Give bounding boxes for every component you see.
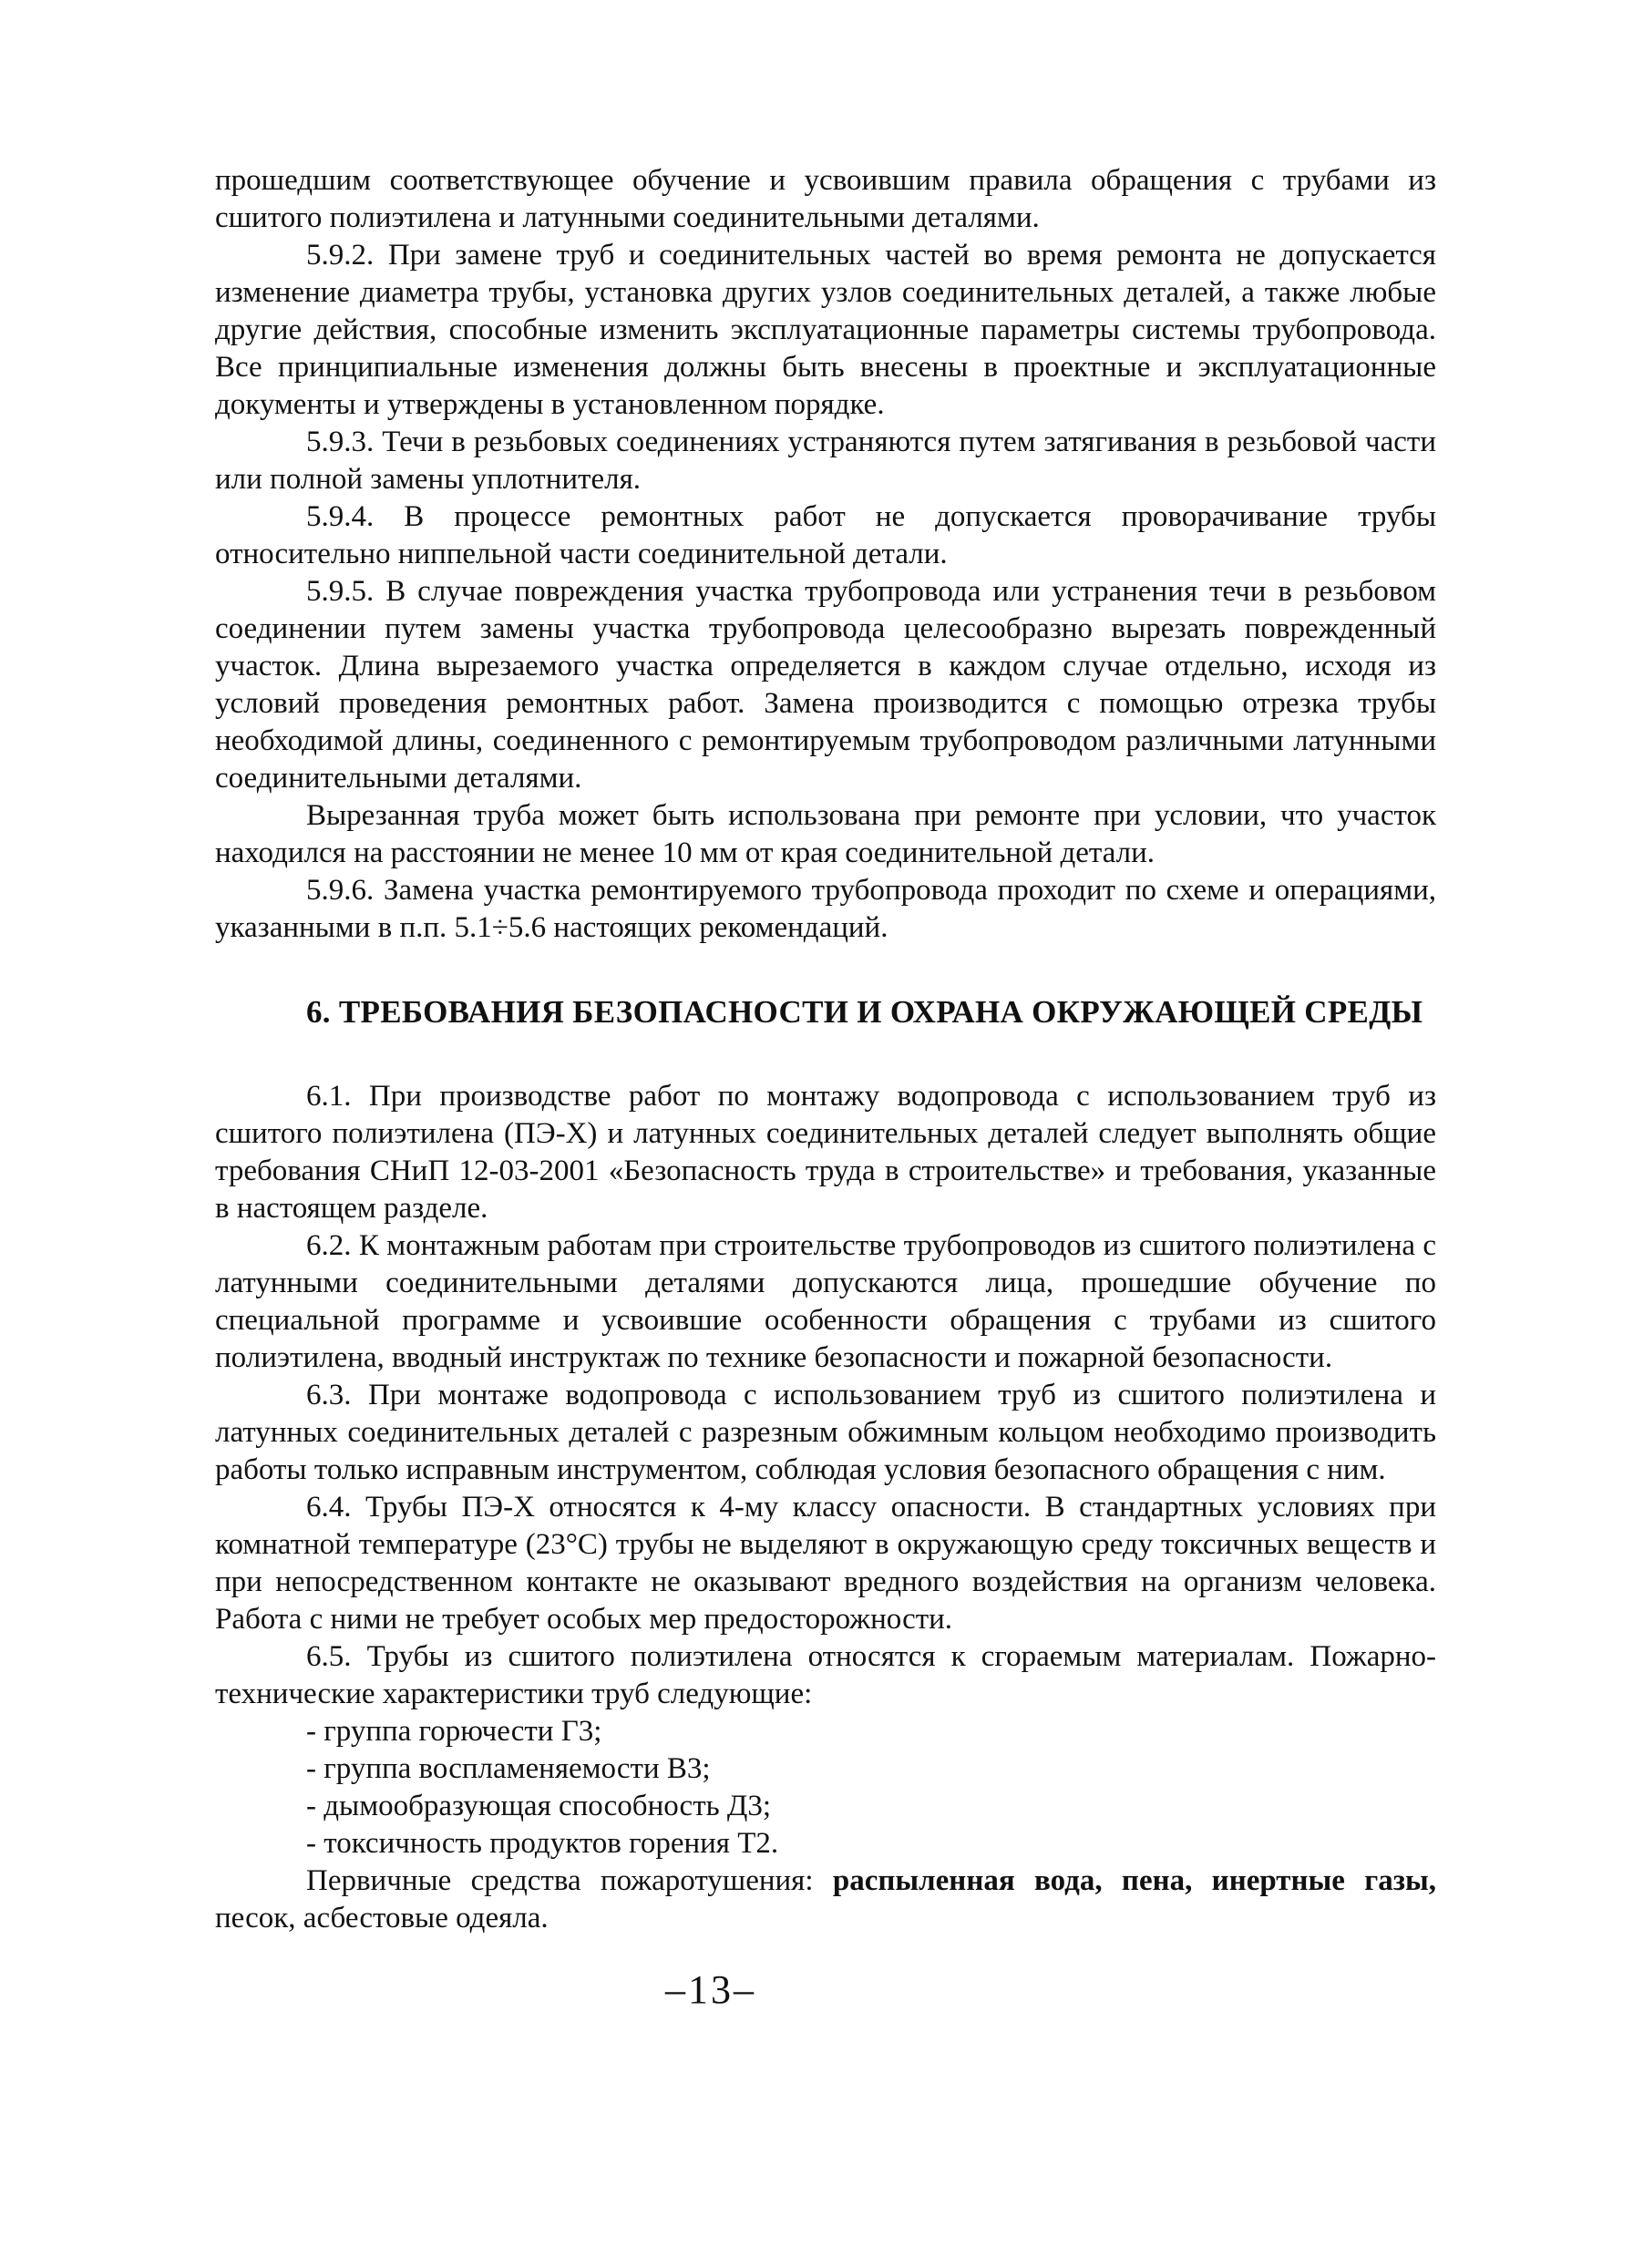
paragraph-6-4: 6.4. Трубы ПЭ-Х относятся к 4-му классу опасности. В стандартных условиях при комнатной температуре (23°С) трубы не выделяют в окружающую среду токсичных веществ и при непосредственном контакте не оказывают вредного воздействия на организм человека. Работа с ними не требует особых мер предосторожности. [215,1491,1436,1636]
list-item-flammability: - группа горючести Г3; [306,1715,602,1748]
paragraph-6-2: 6.2. К монтажным работам при строительстве трубопроводов из сшитого полиэтилена с латунными соединительными деталями допускаются лица, прошедшие обучение по специальной программе и усвоившие особенности обращения с трубами из сшитого полиэтилена, вводный инструктаж по технике безопасности и пожарной безопасности. [215,1229,1436,1374]
paragraph-6-1: 6.1. При производстве работ по монтажу водопровода с использованием труб из сшитого полиэтилена (ПЭ-Х) и латунных соединительных деталей следует выполнять общие требования СНиП 12-03-2001 «Безопасность труда в строительстве» и требования, указанные в настоящем разделе. [215,1080,1436,1225]
list-item-smoke: - дымообразующая способность Д3; [306,1790,772,1822]
list-item-toxicity: - токсичность продуктов горения Т2. [306,1827,779,1860]
paragraph-5-9-5: 5.9.5. В случае повреждения участка трубопровода или устранения течи в резьбовом соединении путем замены участка трубопровода целесообразно вырезать поврежденный участок. Длина вырезаемого участка определяется в каждом случае отдельно, исходя из условий проведения ремонтных работ. Замена производится с помощью отрезка трубы необходимой длины, соединенного с ремонтируемым трубопроводом различными латунными соединительными деталями. [215,575,1436,795]
paragraph-5-9-6: 5.9.6. Замена участка ремонтируемого трубопровода проходит по схеме и операциями, указанными в п.п. 5.1÷5.6 настоящих рекомендаций. [215,874,1436,944]
paragraph-6-3: 6.3. При монтаже водопровода с использованием труб из сшитого полиэтилена и латунных соединительных деталей с разрезным обжимным кольцом необходимо производить работы только исправным инструментом, соблюдая условия безопасного обращения с ним. [215,1379,1436,1486]
paragraph-cut-pipe: Вырезанная труба может быть использована при ремонте при условии, что участок находился на расстоянии не менее 10 мм от края соединительной детали. [215,799,1436,869]
extinguish-agents: распыленная вода, пена, инертные газы, [832,1864,1436,1897]
section-heading: 6. ТРЕБОВАНИЯ БЕЗОПАСНОСТИ И ОХРАНА ОКРУЖАЮЩЕЙ СРЕДЫ [306,994,1423,1030]
paragraph-5-9-2: 5.9.2. При замене труб и соединительных частей во время ремонта не допускается изменение диаметра трубы, установка других узлов соединительных деталей, а также любые другие действия, способные изменить эксплуатационные параметры системы трубопровода. Все принципиальные изменения должны быть внесены в проектные и эксплуатационные документы и утверждены в установленном порядке. [215,239,1436,421]
page-number: –13– [665,1967,756,2012]
paragraph-extinguishing [215,1863,1436,1937]
document-page [215,162,1436,1937]
paragraph-continuation: прошедшим соответствующее обучение и усвоившим правила обращения с трубами из сшитого полиэтилена и латунными соединительными деталями. [215,164,1436,234]
extinguish-tail: песок, асбестовые одеяла. [215,1902,549,1934]
extinguish-intro: Первичные средства пожаротушения: [306,1864,833,1897]
paragraph-6-5: 6.5. Трубы из сшитого полиэтилена относятся к сгораемым материалам. Пожарно-технические характеристики труб следующие: [215,1640,1436,1710]
paragraph-5-9-3: 5.9.3. Течи в резьбовых соединениях устраняются путем затягивания в резьбовой части или полной замены уплотнителя. [215,426,1436,496]
list-item-ignitability: - группа воспламеняемости В3; [306,1752,711,1785]
paragraph-5-9-4: 5.9.4. В процессе ремонтных работ не допускается проворачивание трубы относительно ниппельной части соединительной детали. [215,500,1436,570]
